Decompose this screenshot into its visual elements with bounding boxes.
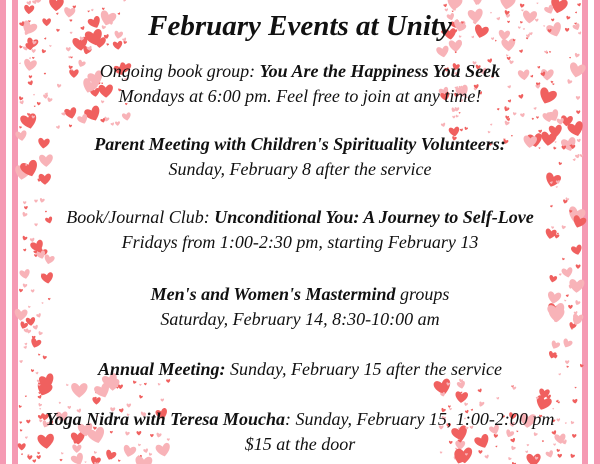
heart-icon	[443, 4, 447, 8]
heart-icon	[34, 199, 38, 202]
heart-icon	[506, 54, 509, 57]
heart-icon	[64, 107, 78, 120]
heart-icon	[526, 454, 540, 464]
heart-icon	[520, 113, 525, 118]
heart-icon	[23, 201, 26, 204]
event-5-line-1: Annual Meeting: Sunday, February 15 after the service	[98, 359, 502, 379]
heart-icon	[56, 125, 61, 130]
heart-icon	[115, 121, 120, 126]
heart-icon	[135, 456, 153, 464]
heart-icon	[464, 402, 469, 406]
event-2-line-1: Parent Meeting with Children's Spirituality Volunteers:	[94, 134, 506, 154]
heart-icon	[536, 116, 539, 118]
heart-icon	[455, 115, 459, 119]
heart-icon	[569, 57, 571, 59]
heart-icon	[559, 273, 562, 276]
heart-icon	[562, 258, 565, 261]
heart-icon	[519, 3, 524, 8]
event-2-line-2: Sunday, February 8 after the service	[168, 159, 432, 179]
heart-icon	[139, 384, 141, 386]
heart-icon	[548, 275, 557, 284]
heart-icon	[157, 383, 160, 386]
heart-icon	[49, 45, 51, 47]
heart-icon	[561, 267, 574, 279]
heart-icon	[484, 454, 489, 459]
heart-icon	[496, 397, 499, 400]
heart-icon	[533, 107, 536, 110]
heart-icon	[28, 306, 31, 309]
heart-icon	[556, 186, 558, 188]
heart-icon	[144, 383, 147, 386]
heart-icon	[26, 0, 32, 5]
heart-icon	[458, 112, 460, 114]
heart-icon	[69, 124, 73, 127]
heart-icon	[18, 405, 22, 409]
heart-icon	[574, 387, 576, 389]
heart-icon	[27, 455, 32, 460]
heart-icon	[477, 388, 482, 393]
heart-icon	[127, 403, 132, 407]
heart-icon	[41, 272, 55, 285]
heart-icon	[138, 395, 143, 399]
heart-icon	[504, 120, 510, 126]
page-title: February Events at Unity	[148, 10, 452, 42]
heart-icon	[24, 343, 27, 346]
heart-icon	[66, 384, 69, 387]
heart-icon	[577, 3, 581, 7]
heart-icon	[436, 45, 450, 58]
heart-icon	[576, 110, 580, 114]
heart-icon	[576, 264, 581, 269]
event-6-line-1: Yoga Nidra with Teresa Moucha: Sunday, February 15, 1:00-2:00 pm	[45, 409, 555, 429]
heart-icon	[497, 108, 500, 111]
heart-icon	[536, 2, 538, 4]
heart-icon	[448, 405, 451, 407]
heart-icon	[41, 49, 46, 54]
heart-icon	[512, 386, 517, 390]
heart-icon	[19, 269, 31, 280]
heart-icon	[507, 57, 511, 61]
heart-icon	[441, 122, 446, 127]
event-1-line-2: Mondays at 6:00 pm. Feel free to join at any time!	[118, 86, 482, 106]
heart-icon	[36, 455, 41, 459]
heart-icon	[19, 126, 22, 129]
heart-icon	[38, 354, 40, 356]
event-3-line-1: Book/Journal Club: Unconditional You: A Journey to Self-Love	[66, 207, 534, 227]
heart-icon	[549, 51, 551, 53]
heart-icon	[519, 49, 524, 53]
heart-icon	[29, 57, 31, 59]
heart-icon	[538, 130, 542, 134]
heart-icon	[70, 56, 73, 58]
heart-icon	[574, 53, 580, 59]
heart-icon	[161, 399, 165, 402]
heart-icon	[43, 254, 55, 265]
heart-icon	[38, 392, 40, 394]
heart-icon	[38, 403, 43, 407]
heart-icon	[19, 45, 23, 49]
heart-icon	[507, 457, 511, 461]
heart-icon	[25, 395, 27, 397]
heart-icon	[58, 402, 61, 405]
heart-icon	[490, 123, 493, 125]
heart-icon	[23, 345, 27, 349]
event-3-line-2: Fridays from 1:00-2:30 pm, starting February 13	[121, 232, 479, 252]
heart-icon	[516, 430, 518, 432]
heart-icon	[118, 384, 123, 389]
heart-icon	[132, 380, 136, 384]
heart-icon	[101, 82, 103, 84]
heart-icon	[31, 49, 35, 53]
heart-icon	[32, 459, 36, 463]
heart-icon	[60, 459, 63, 461]
heart-icon	[85, 461, 87, 463]
heart-icon	[556, 118, 564, 125]
heart-icon	[37, 395, 42, 400]
heart-icon	[122, 112, 132, 121]
event-1-line-1: Ongoing book group: You Are the Happiness You Seek	[99, 61, 501, 81]
heart-icon	[38, 331, 43, 336]
heart-icon	[572, 399, 578, 404]
event-6-line-2: $15 at the door	[244, 434, 356, 454]
heart-icon	[513, 112, 517, 116]
heart-icon	[123, 0, 127, 2]
heart-icon	[71, 383, 88, 398]
heart-icon	[66, 47, 71, 52]
heart-icon	[29, 337, 42, 349]
heart-icon	[464, 126, 468, 130]
heart-icon	[460, 128, 464, 131]
event-4-line-1: Men's and Women's Mastermind groups	[150, 284, 450, 304]
heart-icon	[452, 116, 455, 119]
heart-icon	[118, 459, 121, 462]
heart-icon	[110, 122, 114, 126]
heart-icon	[39, 198, 45, 203]
heart-icon	[531, 118, 534, 120]
heart-icon	[550, 340, 561, 351]
event-4-line-2: Saturday, February 14, 8:30-10:00 am	[160, 309, 440, 329]
heart-icon	[473, 0, 483, 5]
heart-icon	[106, 43, 109, 46]
heart-icon	[561, 338, 573, 349]
heart-icon	[32, 57, 34, 59]
